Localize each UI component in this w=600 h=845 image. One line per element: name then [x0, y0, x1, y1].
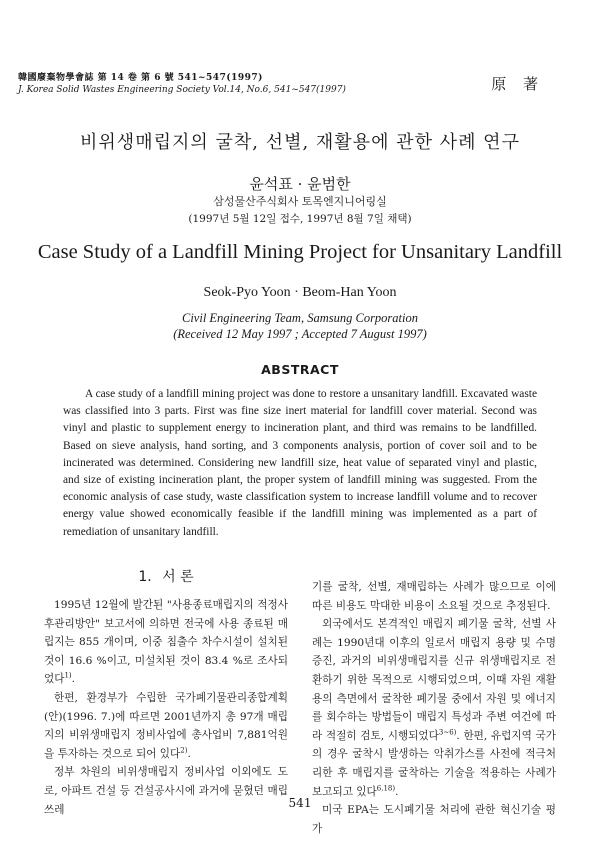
paragraph-text: 1995년 12월에 발간된 "사용종료매립지의 적정사후관리방안" 보고서에 의하면 전국에 사용 종료된 매립지는 855 개이며, 이중 침출수 차수시설이 설치된 것이 16.6 %이고, 미설치된 것이 83.4 %로 조사되었다: [44, 599, 288, 686]
abstract-heading: ABSTRACT: [261, 362, 339, 377]
abstract-text: A case study of a landfill mining project was done to restore a unsanitary landfill. Excavated waste was classified into 3 parts. First was fine size inert material for landfill cover material. Second was vinyl and plastic to supplement energy to incineration plant, and third was remains to be landfilled. Based on sieve analysis, hand sorting, and 3 components analysis, portion of cover soil and to be incinerated was determined. Considering new landfill size, heat value of separated vinyl and plastic, and size of existing incineration plant, the proper system of landfill mining was suggested. From the economic analysis of case study, waste classification system to increase landfill volume and to recover energy value showed economically feasible if the landfill mining was implemented as a part of remediation of unsanitary landfill.: [63, 388, 537, 538]
english-title: Case Study of a Landfill Mining Project for Unsanitary Landfill: [37, 241, 563, 263]
paragraph: 정부 차원의 비위생매립지 정비사업 이외에도 도로, 아파트 건설 등 건설공사시에 과거에 묻혔던 매립쓰레: [44, 766, 288, 816]
english-dates: (Received 12 May 1997 ; Accepted 7 August 1997): [173, 327, 427, 341]
english-affiliation: Civil Engineering Team, Samsung Corporation: [181, 311, 418, 325]
paragraph: 기를 굴착, 선별, 재매립하는 사례가 많으므로 이에 따른 비용도 막대한 비용이 소요될 것으로 추정된다.: [312, 581, 556, 612]
korean-title: 비위생매립지의 굴착, 선별, 재활용에 관한 사례 연구: [80, 132, 520, 153]
section-heading: [44, 566, 288, 586]
left-column: [44, 596, 288, 819]
english-authors: Seok-Pyo Yoon · Beom-Han Yoon: [203, 285, 397, 300]
paragraph: 외국에서도 본격적인 매립지 폐기물 굴착, 선별 사례는 1990년대 이후의 일로서 매립지 용량 및 수명 증진, 과거의 비위생매립지를 신규 위생매립지로 전환하기 위한 목적으로 시행되었으며, 이때 자원 재활용의 측면에서 굴착한 폐기물 중에서 자원 및 에너지를 회수하는 방법들이 매립지 특성과 주변 여건에 따라 적절히 검토, 시행되었다$^{3\sim 6)}$. 한편, 유럽지역 국가의 경우 굴착시 발생하는 악취가스를 사전에 적극처리한 후 매립지를 굴착하는 기술을 적용하는 사례가 보고되고 있다$^{6,18)}$.: [312, 618, 556, 798]
korean-affiliation: 삼성물산주식회사 토목엔지니어링실: [213, 195, 387, 208]
paragraph: 한편, 환경부가 수립한 국가폐기물관리종합계획(안)(1996. 7.)에 따르면 2001년까지 총 97개 매립지의 비위생매립지 정비사업에 총사업비 7,881억원을 투자하는 것으로 되어 있다$^{2)}$.: [44, 691, 288, 760]
journal-header: [18, 72, 346, 96]
korean-authors: 윤석표 · 윤범한: [249, 175, 351, 193]
citation: 3~6): [438, 728, 457, 737]
section-number: 1.: [138, 569, 152, 585]
paragraph-text: 한편, 환경부가 수립한 국가폐기물관리종합계획(안)(1996. 7.)에 따르면 2001년까지 총 97개 매립지의 비위생매립지 정비사업에 총사업비 7,881억원을 투자하는 것으로 되어 있다: [44, 691, 288, 760]
paragraph: 미국 EPA는 도시폐기물 처리에 관한 혁신기술 평가: [312, 804, 556, 835]
paragraph: 1995년 12월에 발간된 "사용종료매립지의 적정사후관리방안" 보고서에 의하면 전국에 사용 종료된 매립지는 855 개이며, 이중 침출수 차수시설이 설치된 것이 16.6 %이고, 미설치된 것이 83.4 %로 조사되었다$^{1)}$.: [44, 599, 288, 686]
paragraph-text: 외국에서도 본격적인 매립지 폐기물 굴착, 선별 사례는 1990년대 이후의 일로서 매립지 용량 및 수명 증진, 과거의 비위생매립지를 신규 위생매립지로 전환하기 위한 목적으로 시행되었으며, 이때 자원 재활용의 측면에서 굴착한 폐기물 중에서 자원 및 에너지를 회수하는 방법들이 매립지 특성과 주변 여건에 따라 적절히 검토, 시행되었다: [312, 618, 556, 742]
section-title: 서 론: [162, 569, 194, 585]
journal-name-english: J. Korea Solid Wastes Engineering Society Vol.14, No.6, 541~547(1997): [18, 85, 346, 95]
journal-name-korean: 韓國廢棄物學會誌 第 14 卷 第 6 號 541~547(1997): [18, 73, 263, 83]
paragraph-text: . 한편, 유럽지역 국가의 경우 굴착시 발생하는 악취가스를 사전에 적극처리한 후 매립지를 굴착하는 기술을 적용하는 사례가 보고되고 있다: [312, 729, 556, 798]
article-type-label: 原 著: [491, 75, 544, 93]
citation: 2): [180, 746, 188, 755]
citation: 1): [64, 671, 72, 680]
korean-dates: (1997년 5월 12일 접수, 1997년 8월 7일 채택): [188, 213, 412, 225]
citation: 6,18): [376, 784, 396, 792]
page-number: 541: [288, 796, 312, 810]
